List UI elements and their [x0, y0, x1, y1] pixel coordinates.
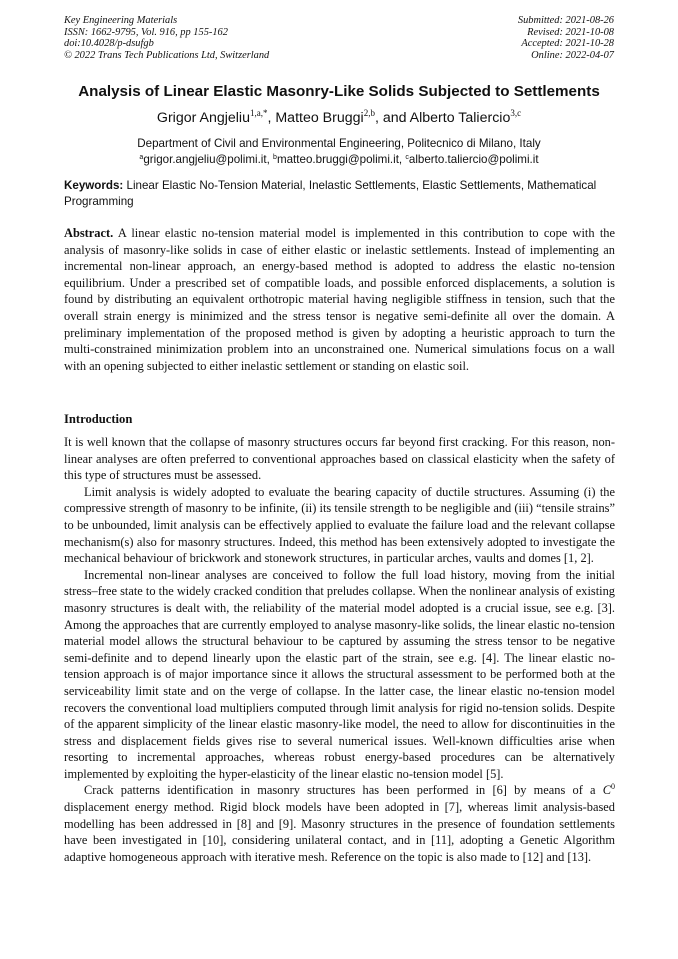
- issn-volume: ISSN: 1662-9795, Vol. 916, pp 155-162: [64, 26, 228, 38]
- journal-name: Key Engineering Materials: [64, 15, 178, 26]
- paragraph-text: displacement energy method. Rigid block models have been adopted in [7], whereas limit analysis-based modelling has been addressed in [8] and [9]. Masonry structures in the presence of foundation settlements have been investigated in [10], considering unilateral contact, and in [11], adopting a Genetic Algorithm adaptive homogeneous approach with iterative mesh. Reference on the topic is also made to [12] and [13].: [64, 800, 615, 864]
- author-name: Grigor Angjeliu: [156, 110, 250, 126]
- email-link[interactable]: matteo.bruggi@polimi.it: [276, 153, 399, 166]
- author-name: Alberto Taliercio: [409, 110, 511, 126]
- abstract-text: A linear elastic no-tension material model is implemented in this contribution to cope with the analysis of masonry-like solids in case of either elastic or inelastic settlements. Instead of implementing an incremental non-linear approach, an energy-based method is adopted to address the elastic no-tension equilibrium. Under a prescribed set of compatible loads, and possible enforced displacements, a solution is found by distributing an equivalent orthotropic material having negligible stiffness in tension, such that the overall strain energy is minimized and the stress tensor is negative semi-definite all over the domain. A preliminary implementation of the proposed method is given by adopting a heuristic approach to turn the multi-constrained minimization problem into an unconstrained one. Numerical simulations focus on a wall with an opening subjected to either inelastic settlement or standing on elastic soil.: [64, 226, 615, 373]
- paper-title: Analysis of Linear Elastic Masonry-Like Solids Subjected to Settlements: [78, 83, 600, 100]
- submitted-date: Submitted: 2021-08-26: [517, 15, 614, 26]
- affiliation: Department of Civil and Environmental Engineering, Politecnico di Milano, Italy: [137, 137, 541, 150]
- paragraph: [64, 782, 615, 865]
- paragraph: It is well known that the collapse of masonry structures occurs far beyond first cracking. For this reason, non-linear analyses are often preferred to conventional approaches based on classical elasticity when the safety of this type of structures must be assessed.: [64, 435, 615, 483]
- email-separator: ,: [266, 153, 274, 166]
- paragraph: Incremental non-linear analyses are conceived to follow the full load history, moving from the initial stress–free state to the widely cracked condition that preludes collapse. When the nonlinear analysis of existing masonry structures is dealt with, the reliability of the material model adopted is a crucial issue, see e.g. [3]. Among the approaches that are currently employed to analyse masonry-like solids, the linear elastic no-tension material model allows the structural behaviour to be captured by assuming the stress tensor to be negative semi-definite and to depend linearly upon the elastic part of the strain, see e.g. [4]. The linear elastic no-tension approach is of major importance since it allows the structural assessment to be performed both at the serviceability limit state and on the verge of collapse. In the latter case, the linear elastic no-tension model recovers the conventional load multipliers computed through limit analysis for rigid no-tension solids. Despite of the apparent simplicity of the linear elastic masonry-like model, the need to allow for discontinuities in the stress and displacement fields gives rise to several numerical issues. Well-known difficulties arise when resorting to incremental approaches, whereas robust energy-based procedures can be alternatively implemented by exploiting the hyper-elasticity of the linear elastic no-tension model [5].: [64, 567, 615, 781]
- revised-date: Revised: 2021-10-08: [527, 26, 614, 38]
- email-marker: a: [139, 154, 144, 161]
- section-heading-introduction: Introduction: [64, 412, 133, 426]
- journal-header: [64, 15, 269, 61]
- keywords-label: Keywords:: [64, 179, 124, 192]
- author-affil-marker: 1,a,*: [249, 108, 268, 118]
- author-separator: ,: [267, 110, 276, 126]
- math-superscript: 0: [611, 782, 615, 792]
- email-marker: c: [405, 154, 409, 161]
- dates-header: [518, 15, 614, 61]
- email-list: [0, 152, 678, 168]
- author-affil-marker: 2,b: [363, 108, 375, 118]
- abstract-label: Abstract.: [64, 226, 114, 240]
- author-list: [0, 110, 678, 126]
- author-name: Matteo Bruggi: [275, 110, 364, 126]
- author-affil-marker: 3,c: [510, 108, 522, 118]
- paragraph: Limit analysis is widely adopted to evaluate the bearing capacity of ductile structures. Assuming (i) the compressive strength of masonry to be infinite, (ii) its tensile strength to be negligible and (iii) “tensile strains” to be unbounded, limit analysis can be effectively applied to evaluate the failure load and the relevant collapse mechanism(s) also for masonry structures. Indeed, this method has been extensively adopted to investigate the mechanical behaviour of brickwork and stonework structures, in particular arches, vaults and domes [1, 2].: [64, 484, 615, 566]
- affiliation-block: [0, 136, 678, 168]
- author-separator: , and: [374, 110, 410, 126]
- accepted-date: Accepted: 2021-10-28: [521, 38, 614, 49]
- email-separator: ,: [398, 153, 406, 166]
- email-marker: b: [273, 154, 277, 161]
- keywords: [64, 178, 615, 210]
- doi: doi:10.4028/p-dsufgb: [64, 38, 154, 49]
- paragraph-text: Crack patterns identification in masonry structures has been performed in [6] by means of a: [84, 783, 603, 798]
- email-link[interactable]: alberto.taliercio@polimi.it: [408, 153, 539, 166]
- online-date: Online: 2022-04-07: [531, 49, 614, 61]
- introduction-body: [64, 434, 615, 865]
- keywords-text: Linear Elastic No-Tension Material, Inelastic Settlements, Elastic Settlements, Mathematical Programming: [64, 179, 597, 208]
- copyright: © 2022 Trans Tech Publications Ltd, Switzerland: [64, 49, 270, 61]
- email-link[interactable]: grigor.angjeliu@polimi.it: [143, 153, 267, 166]
- math-symbol: C: [602, 783, 611, 798]
- abstract: [64, 225, 615, 374]
